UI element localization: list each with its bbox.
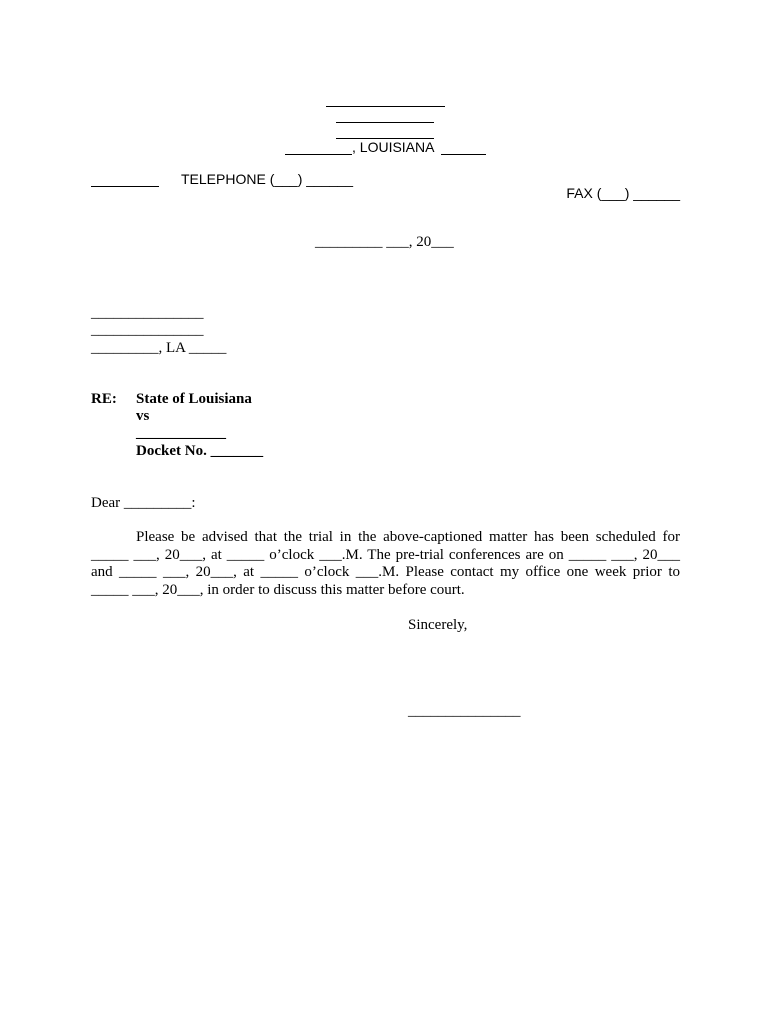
letterhead-city-state: , LOUISIANA — [352, 139, 435, 155]
re-label: RE: — [91, 391, 117, 407]
letterhead-fax: FAX (___) ______ — [566, 185, 680, 201]
salutation: Dear _________: — [91, 495, 196, 511]
addressee-line-1: _______________ — [91, 305, 204, 321]
letterhead-zip-blank — [441, 154, 486, 155]
addressee-line-2: _______________ — [91, 322, 204, 338]
body-line-1: Please be advised that the trial in the above-captioned matter has been scheduled for — [136, 529, 680, 545]
body-line-2: _____ ___, 20___, at _____ o’clock ___.M. The pre-trial conferences are on _____ ___, 20___ — [91, 546, 680, 563]
re-case-vs: vs — [136, 408, 150, 424]
re-case-party-2: ____________ — [136, 425, 226, 441]
letterhead-city-blank — [285, 154, 352, 155]
body-line-3: and _____ ___, 20___, at _____ o’clock ___.M. Please contact my office one week prior to — [91, 564, 680, 580]
date-line: _________ ___, 20___ — [315, 234, 454, 250]
re-case-party-1: State of Louisiana — [136, 391, 252, 407]
letterhead-name-blank — [326, 106, 445, 107]
addressee-city-state-zip: _________, LA _____ — [91, 340, 227, 356]
body-line-4: _____ ___, 20___, in order to discuss this matter before court. — [91, 581, 465, 598]
re-docket-number: Docket No. _______ — [136, 443, 264, 459]
closing: Sincerely, — [408, 617, 468, 633]
letterhead-bar-number-blank — [91, 186, 159, 187]
body-paragraph — [91, 529, 680, 599]
letterhead-telephone: TELEPHONE (___) ______ — [181, 171, 353, 187]
letterhead-address-blank-1 — [336, 122, 434, 123]
signature-line: _______________ — [408, 703, 521, 719]
